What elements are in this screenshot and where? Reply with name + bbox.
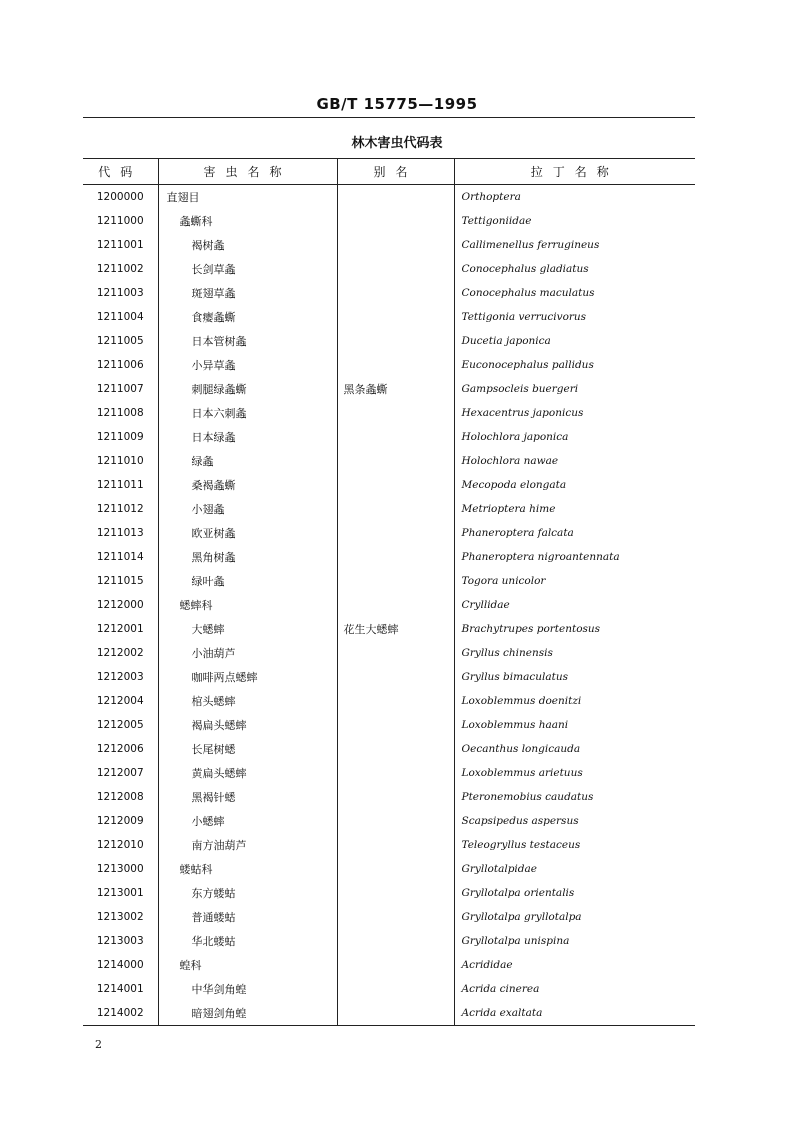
row-pest-name: 黑褐针蟋 [158, 785, 337, 809]
row-latin-name: Phaneroptera nigroantennata [454, 545, 695, 569]
row-latin-name: Holochlora japonica [454, 425, 695, 449]
row-latin-name: Loxoblemmus doenitzi [454, 689, 695, 713]
row-alias [337, 545, 454, 569]
row-alias [337, 857, 454, 881]
row-pest-name: 日本绿螽 [158, 425, 337, 449]
table-row [83, 593, 695, 617]
table-row [83, 209, 695, 233]
row-code: 1213002 [96, 911, 144, 923]
row-pest-name: 刺腿绿螽蟖 [158, 377, 337, 401]
row-alias [337, 281, 454, 305]
row-code: 1211005 [96, 335, 144, 347]
table-row [83, 473, 695, 497]
row-alias [337, 1001, 454, 1026]
row-pest-name: 小油葫芦 [158, 641, 337, 665]
row-alias [337, 929, 454, 953]
row-pest-name: 大蟋蟀 [158, 617, 337, 641]
standard-code: GB/T 15775—1995 [316, 95, 478, 113]
row-code: 1211008 [96, 407, 144, 419]
table-row [83, 257, 695, 281]
row-code: 1211003 [96, 287, 144, 299]
row-code: 1211014 [96, 551, 144, 563]
row-latin-name: Conocephalus gladiatus [454, 257, 695, 281]
row-latin-name: Gryllus chinensis [454, 641, 695, 665]
row-pest-name: 黑角树螽 [158, 545, 337, 569]
row-alias [337, 185, 454, 210]
row-code: 1211002 [96, 263, 144, 275]
row-pest-name: 华北蝼蛄 [158, 929, 337, 953]
row-pest-name: 小翅螽 [158, 497, 337, 521]
row-latin-name: Gampsocleis buergeri [454, 377, 695, 401]
table-row [83, 185, 695, 210]
table-row [83, 761, 695, 785]
table-row [83, 737, 695, 761]
row-code: 1211000 [96, 215, 144, 227]
row-pest-name: 暗翅剑角蝗 [158, 1001, 337, 1026]
row-pest-name: 中华剑角蝗 [158, 977, 337, 1001]
table-row [83, 905, 695, 929]
table-row [83, 545, 695, 569]
pest-code-table [83, 158, 695, 1026]
table-row [83, 809, 695, 833]
row-latin-name: Phaneroptera falcata [454, 521, 695, 545]
column-header-alias: 别名 [337, 159, 454, 185]
row-code: 1214002 [83, 1001, 158, 1026]
row-latin-name: Loxoblemmus haani [454, 713, 695, 737]
row-alias [337, 665, 454, 689]
table-row [83, 449, 695, 473]
row-latin-name: Togora unicolor [454, 569, 695, 593]
row-alias [337, 785, 454, 809]
row-alias [337, 425, 454, 449]
row-code: 1211010 [96, 455, 144, 467]
row-alias [337, 233, 454, 257]
row-alias [337, 833, 454, 857]
row-alias [337, 809, 454, 833]
table-row [83, 665, 695, 689]
row-code: 1211007 [96, 383, 144, 395]
table-row [83, 497, 695, 521]
row-alias [337, 737, 454, 761]
row-latin-name: Loxoblemmus arietuus [454, 761, 695, 785]
row-alias [337, 209, 454, 233]
row-alias: 花生大蟋蟀 [337, 617, 454, 641]
row-alias [337, 257, 454, 281]
table-row [83, 929, 695, 953]
row-code: 1214001 [96, 983, 144, 995]
row-alias [337, 353, 454, 377]
row-alias [337, 305, 454, 329]
row-code: 1214000 [96, 959, 144, 971]
row-latin-name: Holochlora nawae [454, 449, 695, 473]
table-row [83, 833, 695, 857]
table-body [83, 185, 695, 1026]
row-latin-name: Ducetia japonica [454, 329, 695, 353]
table-header-row [83, 159, 695, 185]
row-pest-name: 褐树螽 [158, 233, 337, 257]
row-latin-name: Gryllus bimaculatus [454, 665, 695, 689]
row-pest-name: 蝗科 [158, 953, 337, 977]
row-pest-name: 南方油葫芦 [158, 833, 337, 857]
row-alias [337, 641, 454, 665]
row-pest-name: 长尾树蟋 [158, 737, 337, 761]
row-code: 1211012 [96, 503, 144, 515]
table-row [83, 425, 695, 449]
page-number: 2 [95, 1038, 102, 1051]
row-code: 1211004 [96, 311, 144, 323]
row-latin-name: Hexacentrus japonicus [454, 401, 695, 425]
row-latin-name: Scapsipedus aspersus [454, 809, 695, 833]
table-row [83, 641, 695, 665]
header-rule [83, 117, 695, 118]
row-code: 1212001 [96, 623, 144, 635]
row-pest-name: 食瘿螽蟖 [158, 305, 337, 329]
row-latin-name: Mecopoda elongata [454, 473, 695, 497]
column-header-latin-name: 拉丁名称 [454, 159, 695, 185]
row-pest-name: 日本六刺螽 [158, 401, 337, 425]
row-latin-name: Gryllotalpidae [454, 857, 695, 881]
row-code: 1200000 [96, 191, 144, 203]
row-latin-name: Callimenellus ferrugineus [454, 233, 695, 257]
row-latin-name: Cryllidae [454, 593, 695, 617]
row-code: 1211001 [96, 239, 144, 251]
row-code: 1211009 [96, 431, 144, 443]
table-row [83, 617, 695, 641]
row-latin-name: Oecanthus longicauda [454, 737, 695, 761]
table-row [83, 569, 695, 593]
row-pest-name: 东方蝼蛄 [158, 881, 337, 905]
row-pest-name: 直翅目 [158, 185, 337, 210]
row-alias [337, 953, 454, 977]
row-alias [337, 569, 454, 593]
row-code: 1211013 [96, 527, 144, 539]
table-row [83, 713, 695, 737]
row-pest-name: 小异草螽 [158, 353, 337, 377]
table-row [83, 401, 695, 425]
row-code: 1212000 [96, 599, 144, 611]
row-pest-name: 桑褐螽蟖 [158, 473, 337, 497]
table-row [83, 881, 695, 905]
row-alias [337, 977, 454, 1001]
row-latin-name: Pteronemobius caudatus [454, 785, 695, 809]
row-latin-name: Tettigoniidae [454, 209, 695, 233]
row-alias [337, 473, 454, 497]
row-pest-name: 日本管树螽 [158, 329, 337, 353]
row-alias [337, 401, 454, 425]
row-alias [337, 449, 454, 473]
table-title: 林木害虫代码表 [351, 136, 443, 151]
row-pest-name: 棺头蟋蟀 [158, 689, 337, 713]
table-row [83, 857, 695, 881]
table-row [83, 689, 695, 713]
row-pest-name: 长剑草螽 [158, 257, 337, 281]
table-row [83, 1001, 695, 1026]
row-alias [337, 593, 454, 617]
row-code: 1212004 [96, 695, 144, 707]
row-pest-name: 小蟋蟀 [158, 809, 337, 833]
row-alias [337, 497, 454, 521]
row-code: 1211006 [96, 359, 144, 371]
row-alias [337, 329, 454, 353]
table-row [83, 329, 695, 353]
row-alias [337, 521, 454, 545]
row-latin-name: Euconocephalus pallidus [454, 353, 695, 377]
row-alias [337, 713, 454, 737]
row-latin-name: Gryllotalpa orientalis [454, 881, 695, 905]
table-row [83, 305, 695, 329]
table-row [83, 953, 695, 977]
row-latin-name: Tettigonia verrucivorus [454, 305, 695, 329]
table-row [83, 977, 695, 1001]
row-code: 1212009 [96, 815, 144, 827]
table-row [83, 785, 695, 809]
row-alias [337, 905, 454, 929]
row-pest-name: 咖啡两点蟋蟀 [158, 665, 337, 689]
pest-code-table-container [83, 158, 695, 1026]
row-latin-name: Conocephalus maculatus [454, 281, 695, 305]
row-latin-name: Gryllotalpa unispina [454, 929, 695, 953]
row-pest-name: 普通蝼蛄 [158, 905, 337, 929]
row-latin-name: Acrida cinerea [454, 977, 695, 1001]
row-latin-name: Teleogryllus testaceus [454, 833, 695, 857]
row-code: 1213001 [96, 887, 144, 899]
row-code: 1213000 [96, 863, 144, 875]
row-pest-name: 斑翅草螽 [158, 281, 337, 305]
row-pest-name: 褐扁头蟋蟀 [158, 713, 337, 737]
row-code: 1212006 [96, 743, 144, 755]
row-pest-name: 螽蟖科 [158, 209, 337, 233]
table-row [83, 281, 695, 305]
row-code: 1212005 [96, 719, 144, 731]
table-row [83, 521, 695, 545]
row-alias [337, 689, 454, 713]
row-latin-name: Acrida exaltata [454, 1001, 695, 1026]
table-row [83, 353, 695, 377]
row-latin-name: Brachytrupes portentosus [454, 617, 695, 641]
row-alias [337, 881, 454, 905]
row-latin-name: Metrioptera hime [454, 497, 695, 521]
row-code: 1212007 [96, 767, 144, 779]
row-latin-name: Orthoptera [454, 185, 695, 210]
row-pest-name: 蟋蟀科 [158, 593, 337, 617]
row-code: 1212002 [96, 647, 144, 659]
row-alias: 黑条螽蟖 [337, 377, 454, 401]
row-alias [337, 761, 454, 785]
row-code: 1211011 [96, 479, 144, 491]
column-header-pest-name: 害虫名称 [158, 159, 337, 185]
row-pest-name: 绿螽 [158, 449, 337, 473]
row-latin-name: Acrididae [454, 953, 695, 977]
row-pest-name: 黄扁头蟋蟀 [158, 761, 337, 785]
row-pest-name: 欧亚树螽 [158, 521, 337, 545]
row-code: 1211015 [96, 575, 144, 587]
row-pest-name: 蝼蛄科 [158, 857, 337, 881]
column-header-code: 代码 [83, 159, 158, 185]
row-code: 1212010 [96, 839, 144, 851]
row-latin-name: Gryllotalpa gryllotalpa [454, 905, 695, 929]
table-row [83, 377, 695, 401]
row-code: 1212003 [96, 671, 144, 683]
row-code: 1213003 [96, 935, 144, 947]
row-code: 1212008 [96, 791, 144, 803]
row-pest-name: 绿叶螽 [158, 569, 337, 593]
table-row [83, 233, 695, 257]
